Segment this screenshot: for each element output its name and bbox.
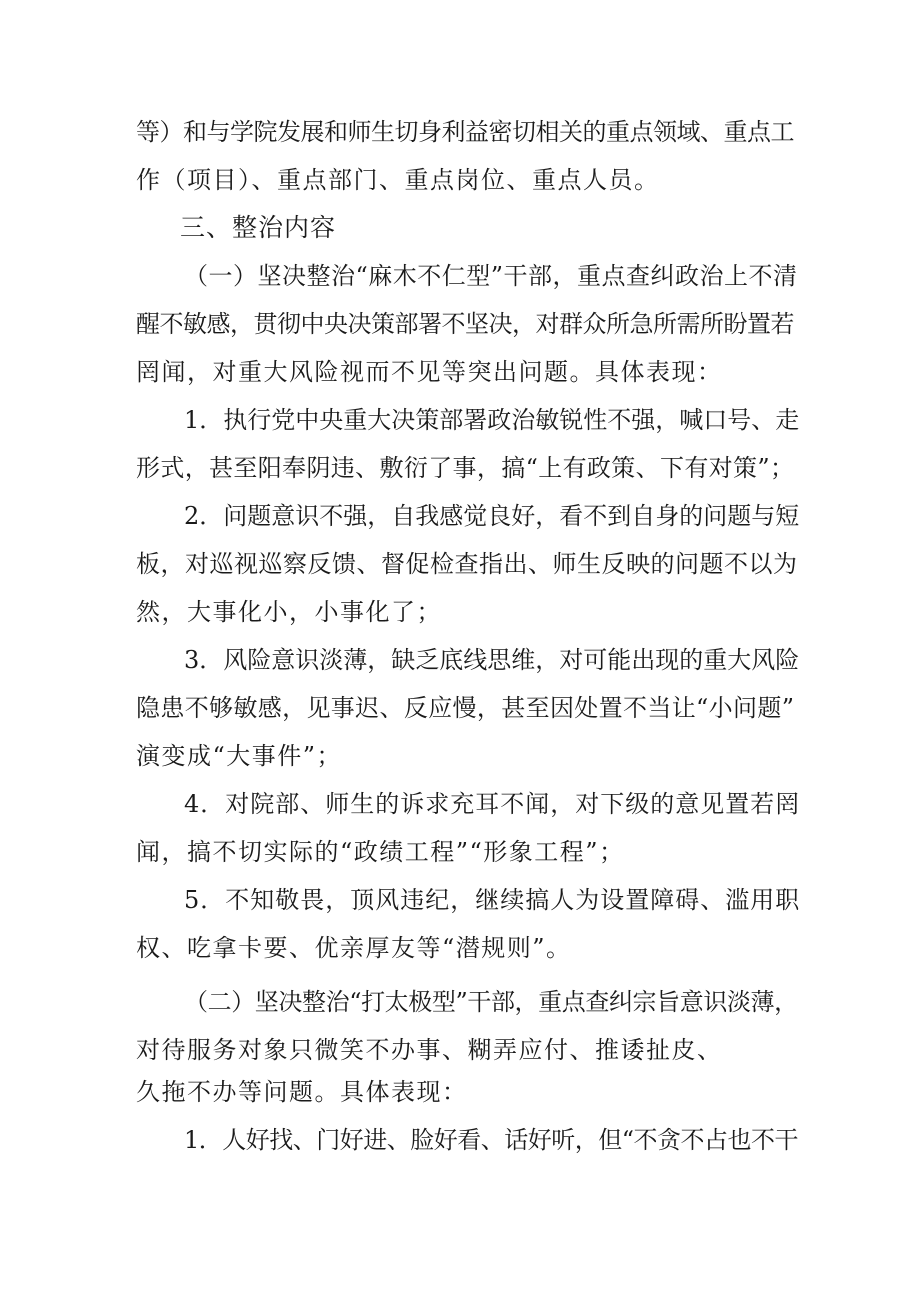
list-item-line: 然，大事化小，小事化了；: [136, 598, 442, 626]
list-item-line: 4．对院部、师生的诉求充耳不闻，对下级的意见置若罔: [184, 790, 801, 818]
list-item-line: 闻，搞不切实际的“政绩工程”“形象工程”；: [136, 838, 625, 866]
paragraph-line: 罔闻，对重大风险视而不见等突出问题。具体表现：: [136, 358, 723, 386]
paragraph-line: 醒不敏感，贯彻中央决策部署不坚决，对群众所急所需所盼置若: [136, 310, 794, 338]
list-item-line: 权、吃拿卡要、优亲厚友等“潜规则”。: [136, 934, 572, 962]
list-item-line: 2．问题意识不强，自我感觉良好，看不到自身的问题与短: [184, 502, 800, 530]
paragraph-line: （二）坚决整治“打太极型”干部，重点查纠宗旨意识淡薄，: [184, 988, 798, 1016]
list-item-line: 演变成“大事件”；: [136, 742, 343, 770]
paragraph-line: （一）坚决整治“麻木不仁型”干部，重点查纠政治上不清: [184, 262, 798, 290]
list-item-line: 1．人好找、门好进、脸好看、话好听，但“不贪不占也不干: [184, 1126, 799, 1154]
list-item-line: 3．风险意识淡薄，缺乏底线思维，对可能出现的重大风险: [184, 646, 800, 674]
list-item-line: 隐患不够敏感，见事迟、反应慢，甚至因处置不当让“小问题”: [136, 694, 795, 722]
list-item-line: 板，对巡视巡察反馈、督促检查指出、师生反映的问题不以为: [136, 550, 798, 578]
paragraph-line: 作（项目）、重点部门、重点岗位、重点人员。: [136, 166, 660, 194]
list-item-line: 5．不知敬畏，顶风违纪，继续搞人为设置障碍、滥用职: [184, 886, 801, 914]
paragraph-line: 久拖不办等问题。具体表现：: [136, 1078, 468, 1106]
list-item-line: 1．执行党中央重大决策部署政治敏锐性不强，喊口号、走: [184, 406, 800, 434]
list-item-line: 形式，甚至阳奉阴违、敷衍了事，搞“上有政策、下有对策”；: [136, 454, 795, 482]
paragraph-line: 对待服务对象只微笑不办事、糊弄应付、推诿扯皮、: [136, 1036, 723, 1064]
paragraph-line: 等）和与学院发展和师生切身利益密切相关的重点领域、重点工: [136, 118, 794, 146]
section-heading: 三、整治内容: [180, 213, 337, 242]
